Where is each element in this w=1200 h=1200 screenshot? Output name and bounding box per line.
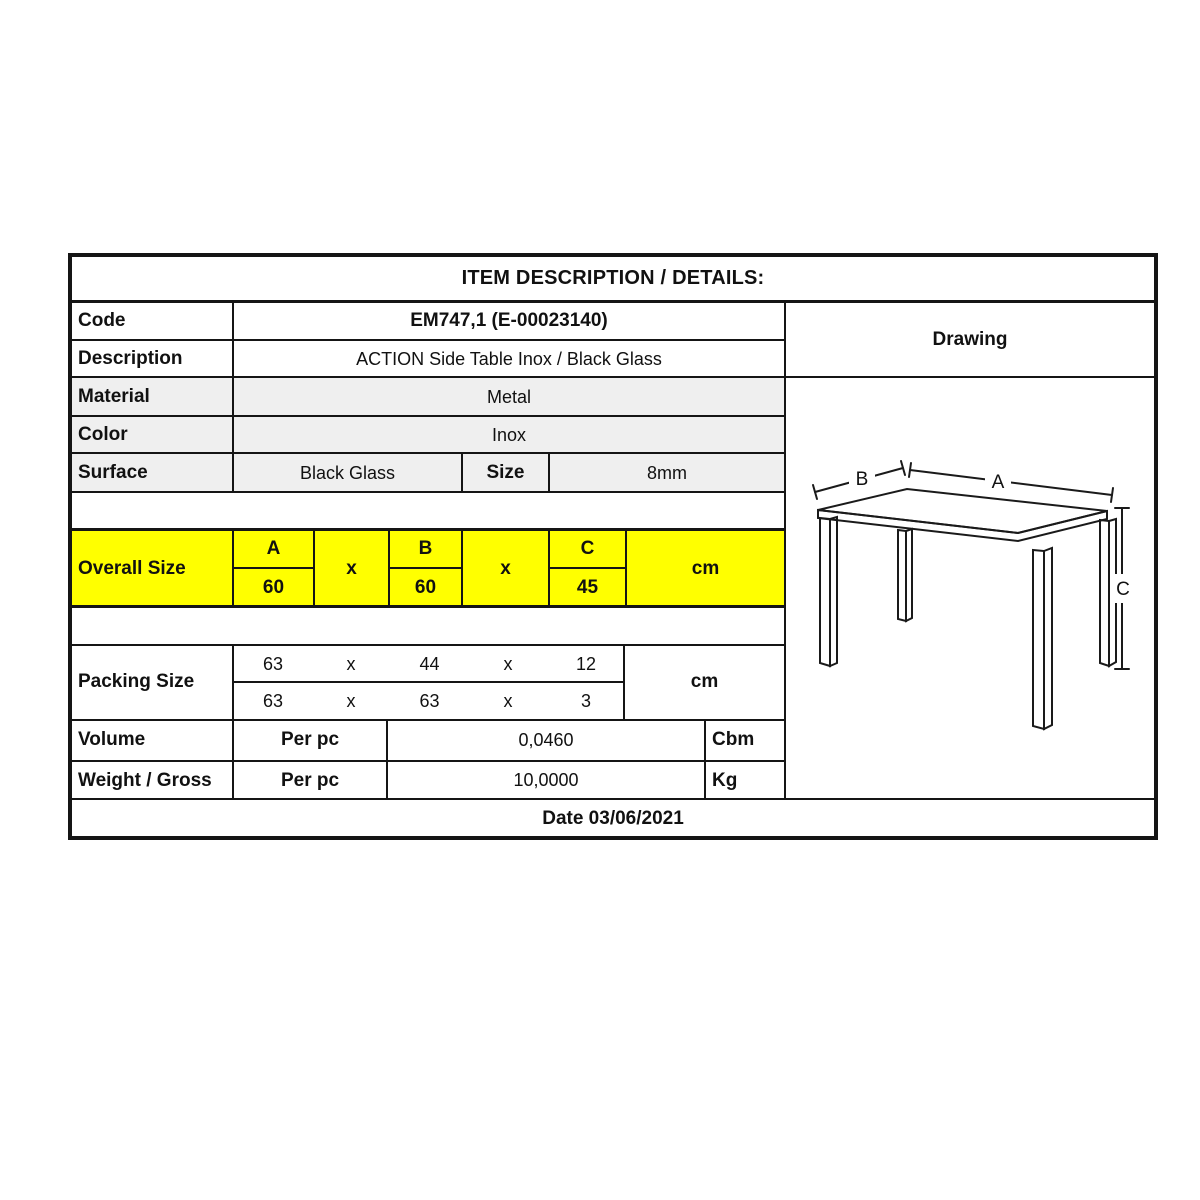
packing-r1-v3: 12 [575, 653, 597, 674]
surface-value: Black Glass [299, 462, 396, 483]
packing-r1-sep1: x [346, 653, 356, 674]
sheet-title: ITEM DESCRIPTION / DETAILS: [461, 266, 765, 289]
drawing-header: Drawing [932, 328, 1008, 350]
packing-r2-sep1: x [346, 691, 356, 711]
code-value: EM747,1 (E-00023140) [410, 310, 608, 331]
packing-r2-v3: 3 [580, 691, 591, 711]
table-leg [898, 530, 906, 621]
packing-r1-v2: 44 [419, 653, 440, 674]
weight-unit: Kg [712, 769, 738, 791]
volume-label: Volume [78, 729, 146, 750]
overall-dim-a-value: 60 [262, 576, 285, 598]
overall-dim-b-name: B [418, 538, 433, 559]
table-leg [1044, 548, 1052, 729]
tabletop-edge [818, 510, 1107, 541]
description-label: Description [78, 348, 183, 369]
weight-basis: Per pc [280, 769, 340, 791]
description-value: ACTION Side Table Inox / Black Glass [356, 348, 662, 369]
table-leg [906, 529, 912, 621]
packing-size-label: Packing Size [78, 671, 195, 692]
overall-dim-c-name: C [580, 538, 595, 559]
material-label: Material [78, 386, 150, 407]
overall-unit: cm [691, 557, 720, 579]
divider-line [704, 719, 706, 798]
packing-r1-sep2: x [503, 653, 513, 674]
size-label: Size [486, 462, 525, 483]
dim-label-b: B [855, 469, 869, 490]
overall-dim-b-value: 60 [414, 576, 437, 598]
packing-r2-v1: 63 [262, 691, 284, 711]
volume-value: 0,0460 [518, 729, 574, 750]
table-leg [1100, 520, 1109, 666]
color-label: Color [78, 424, 128, 445]
overall-dim-a-name: A [266, 538, 281, 559]
volume-unit: Cbm [712, 729, 755, 750]
overall-size-label: Overall Size [78, 557, 186, 579]
table-leg [830, 517, 837, 666]
material-value: Metal [486, 386, 531, 407]
packing-unit: cm [690, 671, 719, 692]
weight-value: 10,0000 [513, 770, 579, 790]
divider-line [68, 491, 786, 493]
volume-basis: Per pc [280, 729, 340, 750]
dim-label-a: A [991, 472, 1005, 493]
overall-sep-2: x [500, 557, 511, 579]
table-leg [820, 518, 830, 666]
packing-r2-v2: 63 [419, 691, 440, 711]
color-value: Inox [491, 424, 527, 445]
weight-label: Weight / Gross [78, 769, 212, 791]
code-label: Code [78, 310, 126, 331]
overall-sep-1: x [346, 557, 357, 579]
divider-line [68, 836, 1158, 840]
dim-label-c: C [1116, 579, 1130, 600]
size-value: 8mm [647, 462, 687, 483]
divider-line [68, 253, 72, 840]
date-text: Date 03/06/2021 [542, 807, 684, 829]
packing-r2-sep2: x [503, 691, 513, 711]
overall-dim-c-value: 45 [576, 576, 599, 598]
table-leg [1033, 550, 1044, 729]
table-drawing [786, 378, 1154, 798]
packing-r1-v1: 63 [262, 653, 284, 674]
surface-label: Surface [78, 462, 148, 483]
divider-line [1154, 253, 1158, 840]
